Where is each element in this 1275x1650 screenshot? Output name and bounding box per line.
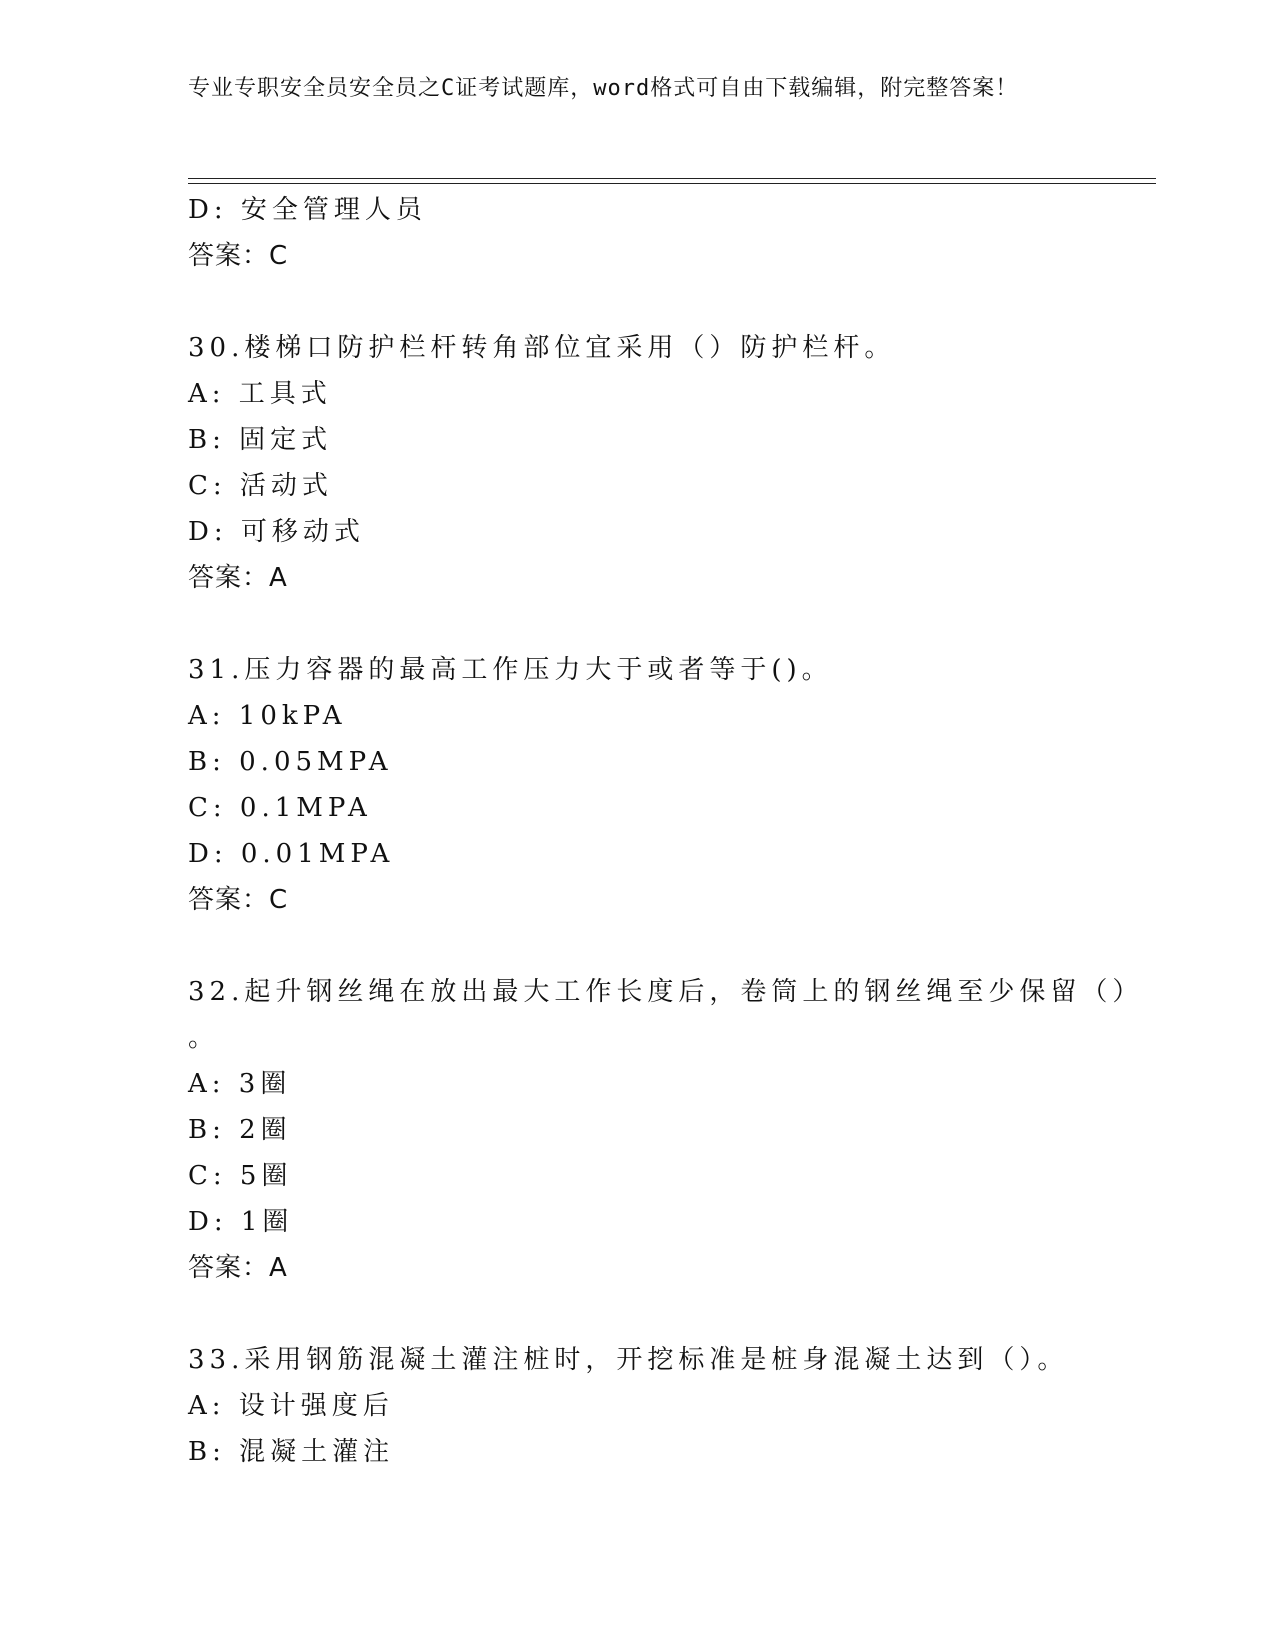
question-stem-32-tail: 。 <box>188 1023 220 1053</box>
question-stem-33: 33.采用钢筋混凝土灌注桩时，开挖标准是桩身混凝土达到（）。 <box>188 1345 1069 1375</box>
option-b: B: 混凝土灌注 <box>188 1437 395 1467</box>
option-a: A: 设计强度后 <box>188 1391 394 1421</box>
option-c: C: 5圈 <box>188 1161 293 1191</box>
option-d: D: 0.01MPA <box>188 839 395 869</box>
document-header: 专业专职安全员安全员之C证考试题库，word格式可自由下载编辑，附完整答案！ <box>188 76 1019 101</box>
option-d: D: 1圈 <box>188 1207 294 1237</box>
option-d: D: 可移动式 <box>188 517 365 547</box>
question-list <box>188 187 1144 1475</box>
option-a: A: 10kPA <box>188 701 347 731</box>
option-c: C: 活动式 <box>188 471 333 501</box>
answer: 答案：C <box>188 885 289 915</box>
header-divider-top <box>188 178 1156 179</box>
answer: 答案：A <box>188 563 288 593</box>
answer: 答案：C <box>188 241 289 271</box>
question-stem-31: 31.压力容器的最高工作压力大于或者等于()。 <box>188 655 833 685</box>
option-b: B: 固定式 <box>188 425 333 455</box>
header-divider-bottom <box>188 183 1156 184</box>
answer: 答案：A <box>188 1253 288 1283</box>
option-d: D: 安全管理人员 <box>188 195 427 225</box>
option-b: B: 2圈 <box>188 1115 292 1145</box>
option-a: A: 工具式 <box>188 379 332 409</box>
question-stem-32: 32.起升钢丝绳在放出最大工作长度后，卷筒上的钢丝绳至少保留（） <box>188 977 1144 1007</box>
option-c: C: 0.1MPA <box>188 793 372 823</box>
option-b: B: 0.05MPA <box>188 747 393 777</box>
question-stem-30: 30.楼梯口防护栏杆转角部位宜采用（）防护栏杆。 <box>188 333 896 363</box>
option-a: A: 3圈 <box>188 1069 292 1099</box>
